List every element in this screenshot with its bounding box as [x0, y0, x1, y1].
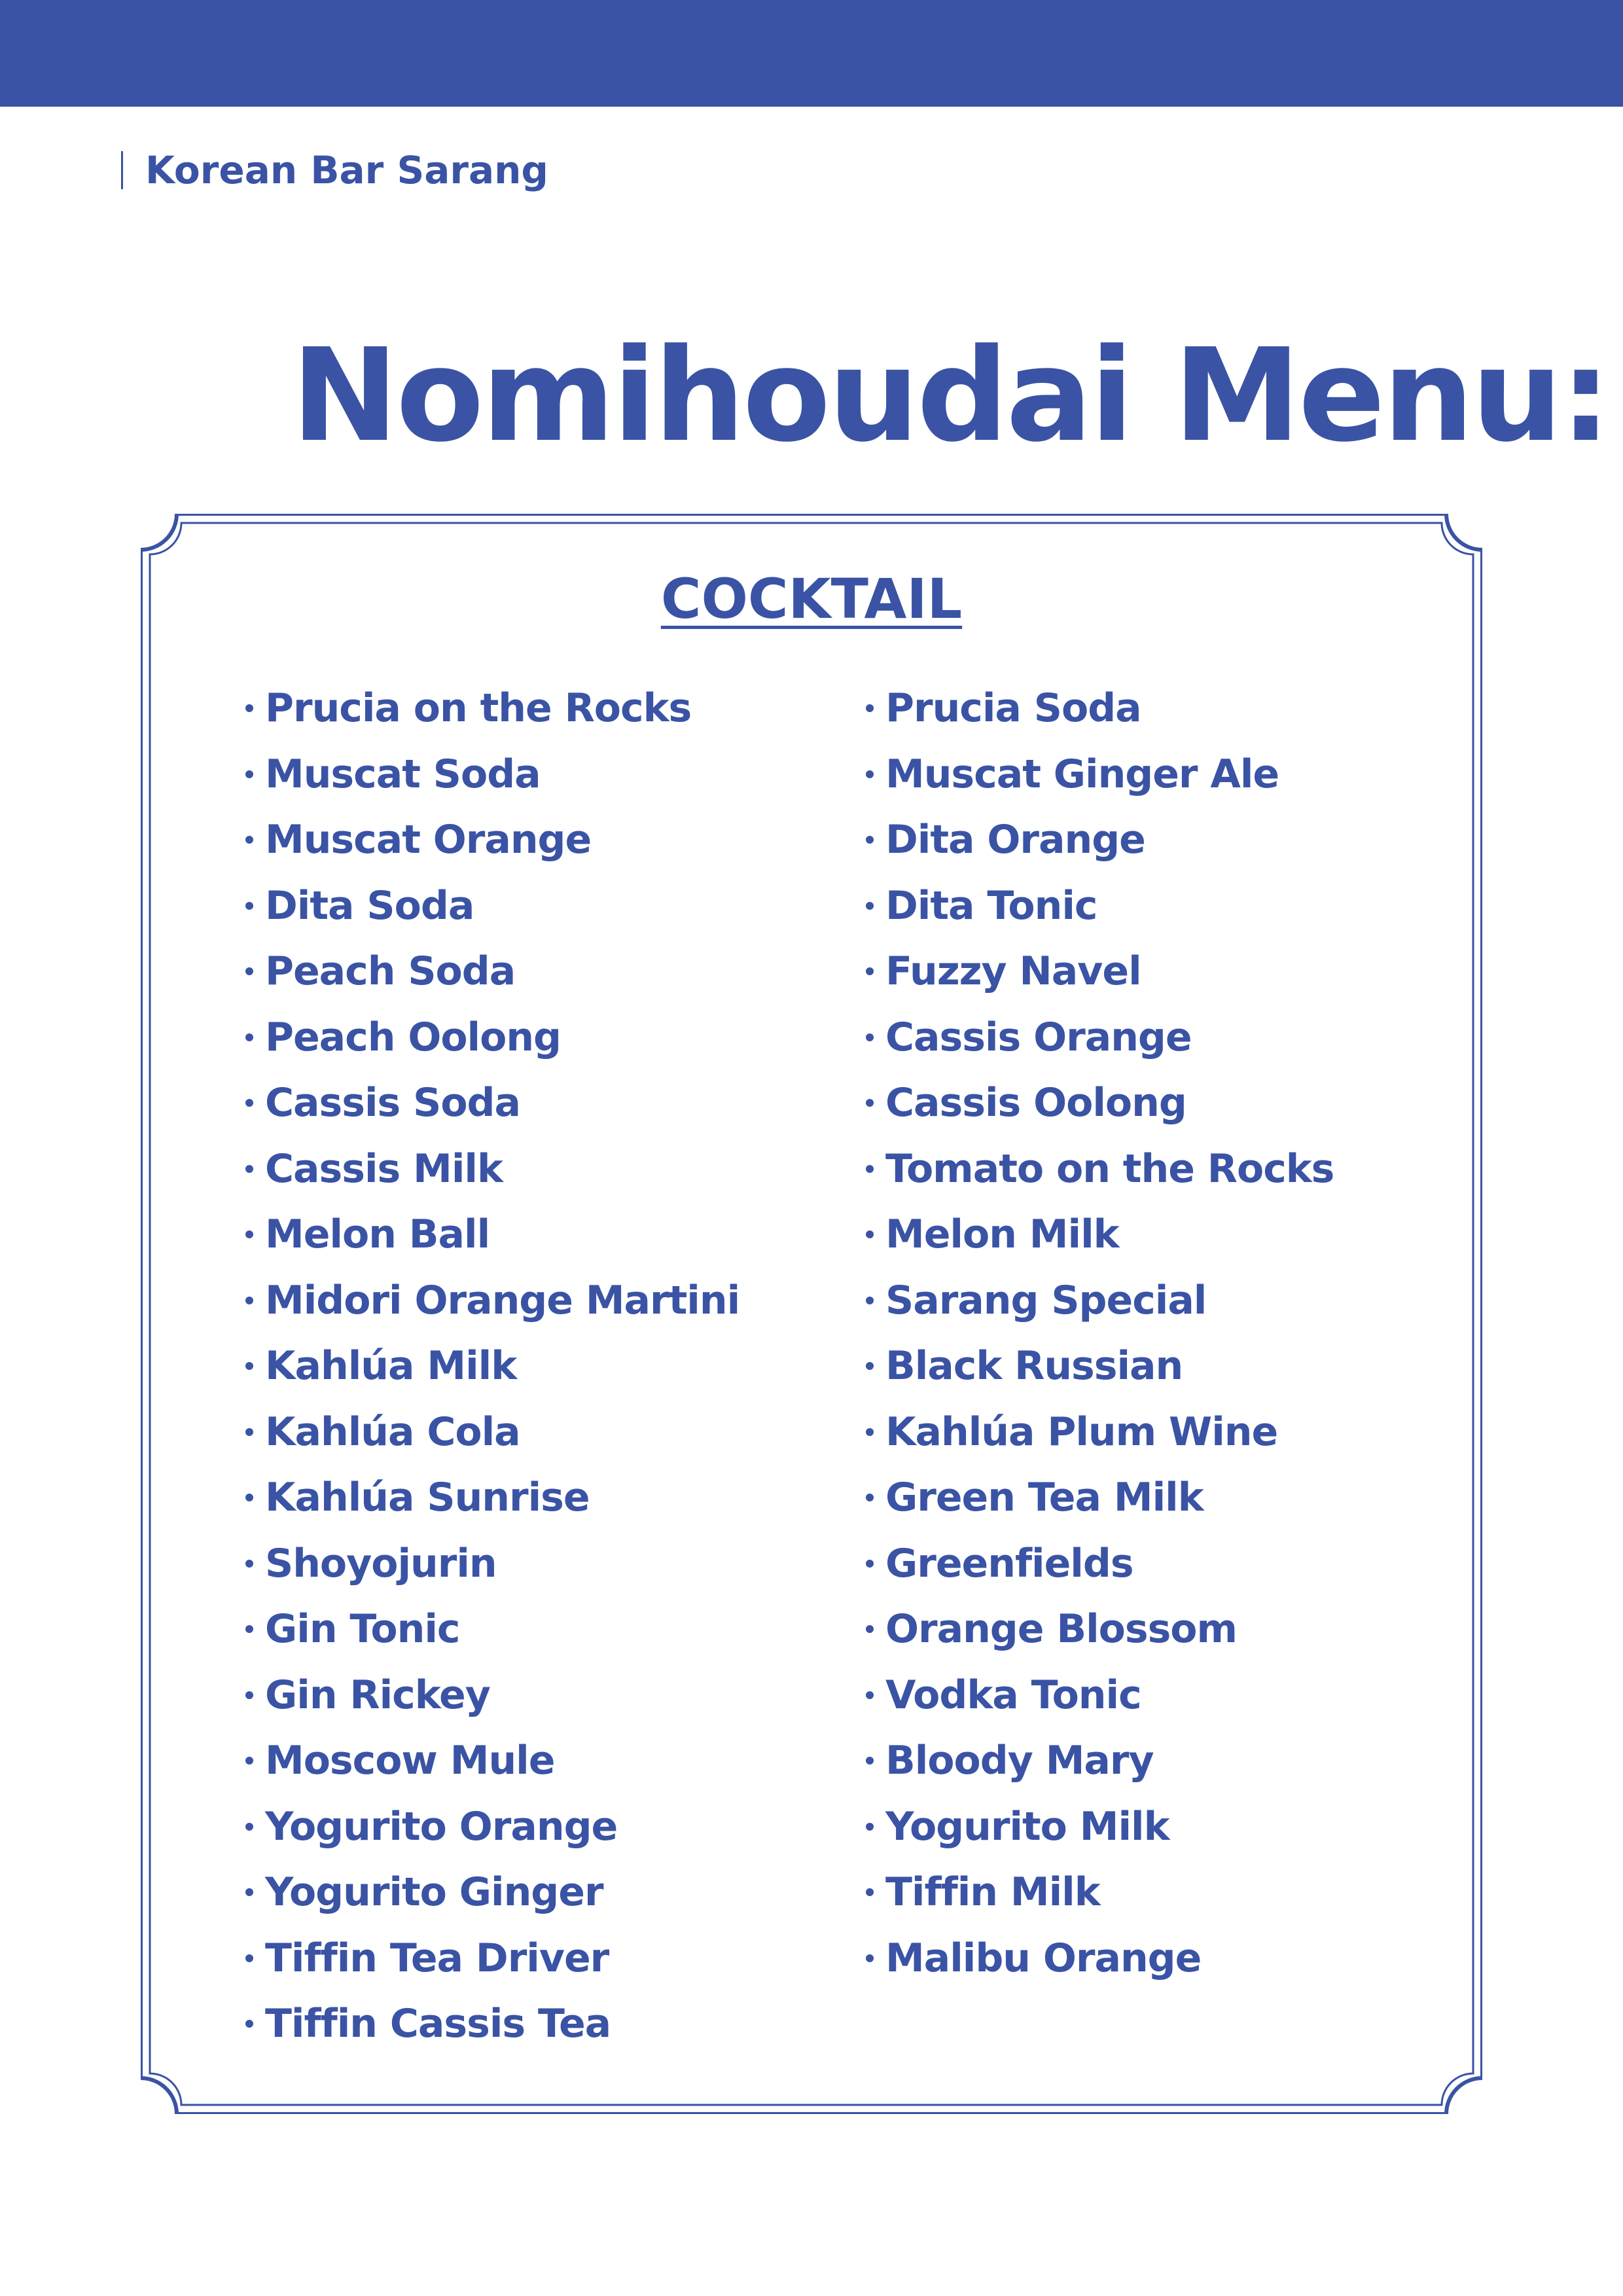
- menu-item-label: Dita Tonic: [885, 882, 1097, 929]
- menu-item: [245, 1991, 740, 2057]
- bullet-icon: [245, 1033, 253, 1041]
- bullet-icon: [866, 1099, 874, 1107]
- bullet-icon: [245, 1888, 253, 1896]
- menu-item-label: Kahlúa Milk: [265, 1343, 517, 1389]
- menu-item-label: Shoyojurin: [265, 1540, 497, 1587]
- menu-item: [866, 1926, 1334, 1992]
- menu-item: [866, 1202, 1334, 1268]
- menu-item: [245, 1136, 740, 1202]
- menu-item: [245, 1399, 740, 1465]
- menu-item: [245, 1596, 740, 1662]
- menu-item-label: Gin Tonic: [265, 1606, 460, 1652]
- bullet-icon: [245, 1560, 253, 1568]
- bullet-icon: [866, 1165, 874, 1173]
- menu-item-label: Orange Blossom: [885, 1606, 1238, 1652]
- menu-item: [245, 1794, 740, 1860]
- bullet-icon: [866, 967, 874, 975]
- menu-item-label: Tiffin Milk: [885, 1869, 1100, 1915]
- bullet-icon: [245, 1362, 253, 1370]
- menu-item: [245, 675, 740, 742]
- menu-item: [866, 1399, 1334, 1465]
- menu-item: [866, 675, 1334, 742]
- menu-item-label: Melon Ball: [265, 1211, 490, 1257]
- menu-item-label: Vodka Tonic: [885, 1672, 1141, 1718]
- bullet-icon: [245, 967, 253, 975]
- bullet-icon: [866, 1362, 874, 1370]
- menu-item: [866, 1794, 1334, 1860]
- menu-item-label: Gin Rickey: [265, 1672, 490, 1718]
- menu-item: [245, 1070, 740, 1136]
- menu-column-right: [866, 675, 1334, 1991]
- menu-item-label: Sarang Special: [885, 1277, 1207, 1323]
- menu-item: [245, 1333, 740, 1399]
- menu-item-label: Moscow Mule: [265, 1738, 555, 1784]
- menu-item: [866, 1728, 1334, 1794]
- menu-item-label: Dita Orange: [885, 817, 1145, 863]
- bullet-icon: [245, 1494, 253, 1501]
- brand-name: Korean Bar Sarang: [145, 148, 548, 192]
- menu-item: [866, 1465, 1334, 1531]
- brand-header: [121, 147, 548, 193]
- menu-item: [245, 1926, 740, 1992]
- section-heading-cocktail: COCKTAIL: [660, 567, 963, 631]
- menu-item: [245, 1202, 740, 1268]
- menu-item-label: Muscat Soda: [265, 751, 541, 797]
- bullet-icon: [245, 1954, 253, 1962]
- bullet-icon: [245, 1823, 253, 1831]
- menu-item: [866, 1859, 1334, 1926]
- bullet-icon: [866, 1823, 874, 1831]
- bullet-icon: [866, 836, 874, 844]
- bullet-icon: [245, 836, 253, 844]
- menu-item: [245, 1005, 740, 1071]
- menu-item: [245, 873, 740, 939]
- bullet-icon: [866, 704, 874, 712]
- bullet-icon: [245, 1099, 253, 1107]
- bullet-icon: [866, 1691, 874, 1699]
- menu-item-label: Cassis Orange: [885, 1014, 1192, 1060]
- menu-item-label: Dita Soda: [265, 882, 474, 929]
- menu-item: [245, 1268, 740, 1334]
- menu-item-label: Cassis Oolong: [885, 1080, 1186, 1126]
- menu-item: [245, 939, 740, 1005]
- bullet-icon: [245, 1230, 253, 1238]
- bullet-icon: [245, 1428, 253, 1436]
- menu-item: [245, 1465, 740, 1531]
- menu-item-label: Tomato on the Rocks: [885, 1145, 1334, 1192]
- menu-item-label: Prucia on the Rocks: [265, 685, 692, 731]
- menu-item-label: Kahlúa Sunrise: [265, 1475, 590, 1520]
- menu-item: [245, 807, 740, 873]
- menu-item-label: Peach Soda: [265, 948, 516, 994]
- bullet-icon: [866, 1954, 874, 1962]
- menu-item-label: Malibu Orange: [885, 1935, 1202, 1981]
- menu-item-label: Midori Orange Martini: [265, 1277, 740, 1323]
- bullet-icon: [866, 1625, 874, 1633]
- bullet-icon: [245, 1297, 253, 1304]
- menu-item: [866, 1136, 1334, 1202]
- bullet-icon: [866, 1033, 874, 1041]
- menu-item-label: Yogurito Milk: [885, 1803, 1169, 1850]
- menu-item-label: Kahlúa Cola: [265, 1408, 520, 1455]
- menu-item: [866, 1662, 1334, 1729]
- menu-item: [866, 1268, 1334, 1334]
- bullet-icon: [245, 902, 253, 910]
- menu-item: [866, 939, 1334, 1005]
- menu-item: [866, 1596, 1334, 1662]
- bullet-icon: [245, 770, 253, 778]
- top-color-band: [0, 0, 1623, 107]
- menu-item-label: Cassis Milk: [265, 1145, 503, 1192]
- brand-divider: [121, 151, 123, 189]
- menu-item: [866, 873, 1334, 939]
- bullet-icon: [866, 902, 874, 910]
- bullet-icon: [866, 1230, 874, 1238]
- menu-column-left: [245, 675, 740, 2057]
- menu-item-label: Muscat Orange: [265, 817, 592, 863]
- menu-item-label: Greenfields: [885, 1540, 1133, 1587]
- bullet-icon: [245, 1165, 253, 1173]
- menu-item-label: Fuzzy Navel: [885, 948, 1141, 994]
- bullet-icon: [866, 1494, 874, 1501]
- menu-item: [866, 1531, 1334, 1597]
- bullet-icon: [245, 1625, 253, 1633]
- bullet-icon: [866, 1560, 874, 1568]
- menu-item: [245, 1728, 740, 1794]
- menu-item-label: Tiffin Tea Driver: [265, 1935, 609, 1981]
- menu-item: [866, 1005, 1334, 1071]
- menu-item-label: Green Tea Milk: [885, 1475, 1204, 1520]
- menu-item: [866, 807, 1334, 873]
- bullet-icon: [866, 1888, 874, 1896]
- menu-item: [866, 1070, 1334, 1136]
- menu-item: [245, 1531, 740, 1597]
- page-title: Nomihoudai Menu:: [291, 321, 1609, 471]
- menu-item-label: Tiffin Cassis Tea: [265, 2001, 611, 2047]
- menu-item-label: Bloody Mary: [885, 1738, 1154, 1784]
- bullet-icon: [866, 1757, 874, 1765]
- menu-item-label: Melon Milk: [885, 1211, 1119, 1257]
- menu-item-label: Muscat Ginger Ale: [885, 751, 1279, 797]
- menu-item: [866, 1333, 1334, 1399]
- bullet-icon: [866, 1297, 874, 1304]
- menu-item-label: Yogurito Orange: [265, 1803, 618, 1850]
- menu-item-label: Yogurito Ginger: [265, 1869, 603, 1915]
- menu-item-label: Black Russian: [885, 1343, 1183, 1389]
- bullet-icon: [245, 1757, 253, 1765]
- menu-item: [245, 1859, 740, 1926]
- bullet-icon: [866, 1428, 874, 1436]
- menu-item-label: Prucia Soda: [885, 685, 1141, 731]
- bullet-icon: [245, 1691, 253, 1699]
- menu-item-label: Kahlúa Plum Wine: [885, 1408, 1278, 1455]
- menu-item-label: Peach Oolong: [265, 1014, 562, 1060]
- bullet-icon: [866, 770, 874, 778]
- menu-item: [866, 742, 1334, 808]
- bullet-icon: [245, 704, 253, 712]
- menu-item: [245, 1662, 740, 1729]
- menu-item-label: Cassis Soda: [265, 1080, 520, 1126]
- bullet-icon: [245, 2020, 253, 2028]
- menu-item: [245, 742, 740, 808]
